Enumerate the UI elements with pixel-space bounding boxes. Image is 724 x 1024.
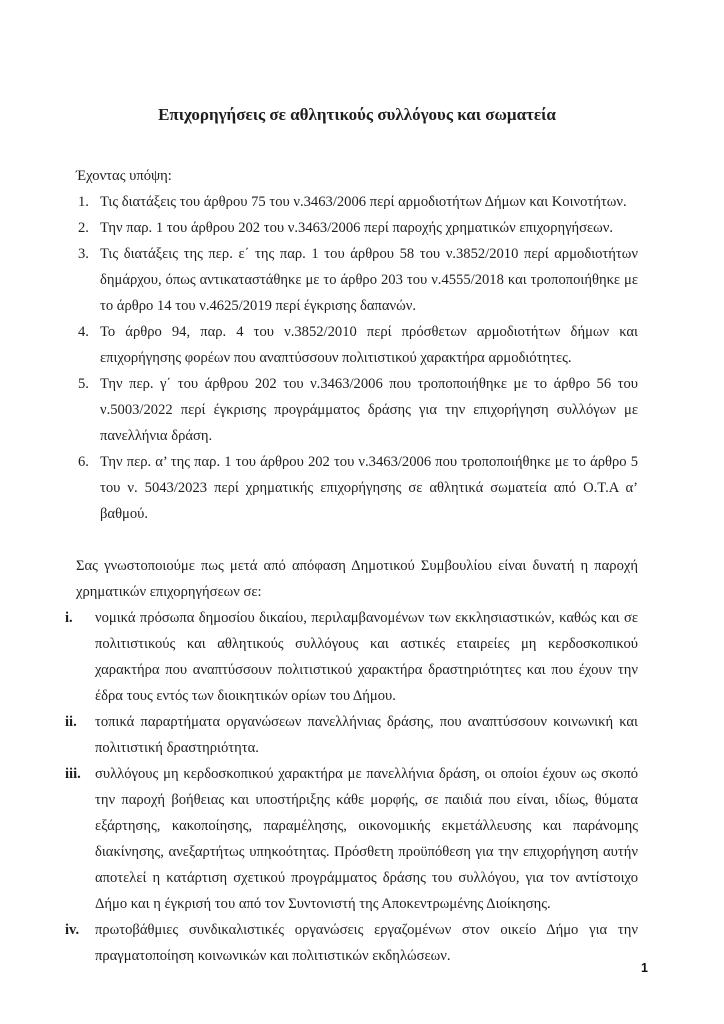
list-item-text: τοπικά παραρτήματα οργανώσεων πανελλήνιας δράσης, που αναπτύσσουν κοινωνική και πολιτιστική δραστηριότητα. xyxy=(95,714,638,756)
beneficiaries-list xyxy=(65,605,638,969)
list-item-text: Την περ. α’ της παρ. 1 του άρθρου 202 του ν.3463/2006 που τροποποιήθηκε με το άρθρο 5 του ν. 5043/2023 περί χρηματικής επιχορήγησης σε αθλητικά σωματεία από Ο.Τ.Α α’ βαθμού. xyxy=(100,454,638,522)
list-item-text: Την παρ. 1 του άρθρου 202 του ν.3463/2006 περί παροχής χρηματικών επιχορηγήσεων. xyxy=(100,220,614,236)
list-marker: 3. xyxy=(78,246,89,262)
list-marker: iv. xyxy=(65,922,80,938)
legal-reference-item xyxy=(76,319,638,371)
preamble-text: Έχοντας υπόψη: xyxy=(76,168,172,184)
intro-paragraph: Σας γνωστοποιούμε πως μετά από απόφαση Δημοτικού Συμβουλίου είναι δυνατή η παροχή χρηματικών επιχορηγήσεων σε: xyxy=(76,558,638,600)
beneficiary-item xyxy=(65,709,638,761)
legal-reference-item xyxy=(76,449,638,527)
list-marker: 1. xyxy=(78,194,89,210)
list-marker: iii. xyxy=(65,766,81,782)
beneficiary-item xyxy=(65,761,638,917)
list-item-text: πρωτοβάθμιες συνδικαλιστικές οργανώσεις εργαζομένων στον οικείο Δήμο για την πραγματοποίηση κοινωνικών και πολιτιστικών εκδηλώσεων. xyxy=(95,922,638,964)
list-item-text: συλλόγους μη κερδοσκοπικού χαρακτήρα με πανελλήνια δράση, οι οποίοι έχουν ως σκοπό την παροχή βοήθειας και υποστήριξης κάθε μορφής, σε παιδιά που είναι, ιδίως, θύματα εξάρτησης, κακοποίησης, παραμέλησης, οικονομικής εκμετάλλευσης και παράνομης διακίνησης, ανεξαρτήτως υπηκοότητας. Πρόσθετη προϋπόθεση για την επιχορήγηση αυτήν αποτελεί η κατάρτιση σχετικού προγράμματος δράσης του συλλόγου, για τον αντίστοιχο Δήμο και η έγκρισή του από τον Συντονιστή της Αποκεντρωμένης Διοίκησης. xyxy=(95,766,638,912)
list-marker: 2. xyxy=(78,220,89,236)
list-item-text: Τις διατάξεις της περ. ε΄ της παρ. 1 του άρθρου 58 του ν.3852/2010 περί αρμοδιοτήτων δημάρχου, όπως αντικαταστάθηκε με το άρθρο 203 του ν.4555/2018 και τροποποιήθηκε με το άρθρο 14 του ν.4625/2019 περί έγκρισης δαπανών. xyxy=(100,246,638,314)
legal-reference-item xyxy=(76,189,638,215)
list-marker: ii. xyxy=(65,714,77,730)
list-marker: 4. xyxy=(78,324,89,340)
list-item-text: νομικά πρόσωπα δημοσίου δικαίου, περιλαμβανομένων των εκκλησιαστικών, καθώς και σε πολιτιστικούς και αθλητικούς συλλόγους και αστικές εταιρείες μη κερδοσκοπικού χαρακτήρα που αναπτύσσουν πολιτιστικού χαρακτήρα δραστηριότητες και που έχουν την έδρα τους εντός των διοικητικών ορίων του Δήμου. xyxy=(95,610,638,704)
list-marker: 6. xyxy=(78,454,89,470)
list-marker: 5. xyxy=(78,376,89,392)
list-item-text: Τις διατάξεις του άρθρου 75 του ν.3463/2006 περί αρμοδιοτήτων Δήμων και Κοινοτήτων. xyxy=(100,194,627,210)
beneficiary-item xyxy=(65,605,638,709)
list-item-text: Το άρθρο 94, παρ. 4 του ν.3852/2010 περί πρόσθετων αρμοδιοτήτων δήμων και επιχορήγησης φορέων που αναπτύσσουν πολιτιστικού χαρακτήρα αρμοδιότητες. xyxy=(100,324,638,366)
list-item-text: Την περ. γ΄ του άρθρου 202 του ν.3463/2006 που τροποποιήθηκε με το άρθρο 56 του ν.5003/2022 περί έγκρισης προγράμματος δράσης για την επιχορήγηση συλλόγων με πανελλήνια δράση. xyxy=(100,376,638,444)
page-number: 1 xyxy=(641,961,648,975)
legal-reference-item xyxy=(76,215,638,241)
list-marker: i. xyxy=(65,610,73,626)
legal-reference-item xyxy=(76,241,638,319)
document-title: Επιχορηγήσεις σε αθλητικούς συλλόγους και σωματεία xyxy=(158,105,556,124)
legal-reference-item xyxy=(76,371,638,449)
legal-references-list xyxy=(76,189,638,527)
beneficiary-item xyxy=(65,917,638,969)
